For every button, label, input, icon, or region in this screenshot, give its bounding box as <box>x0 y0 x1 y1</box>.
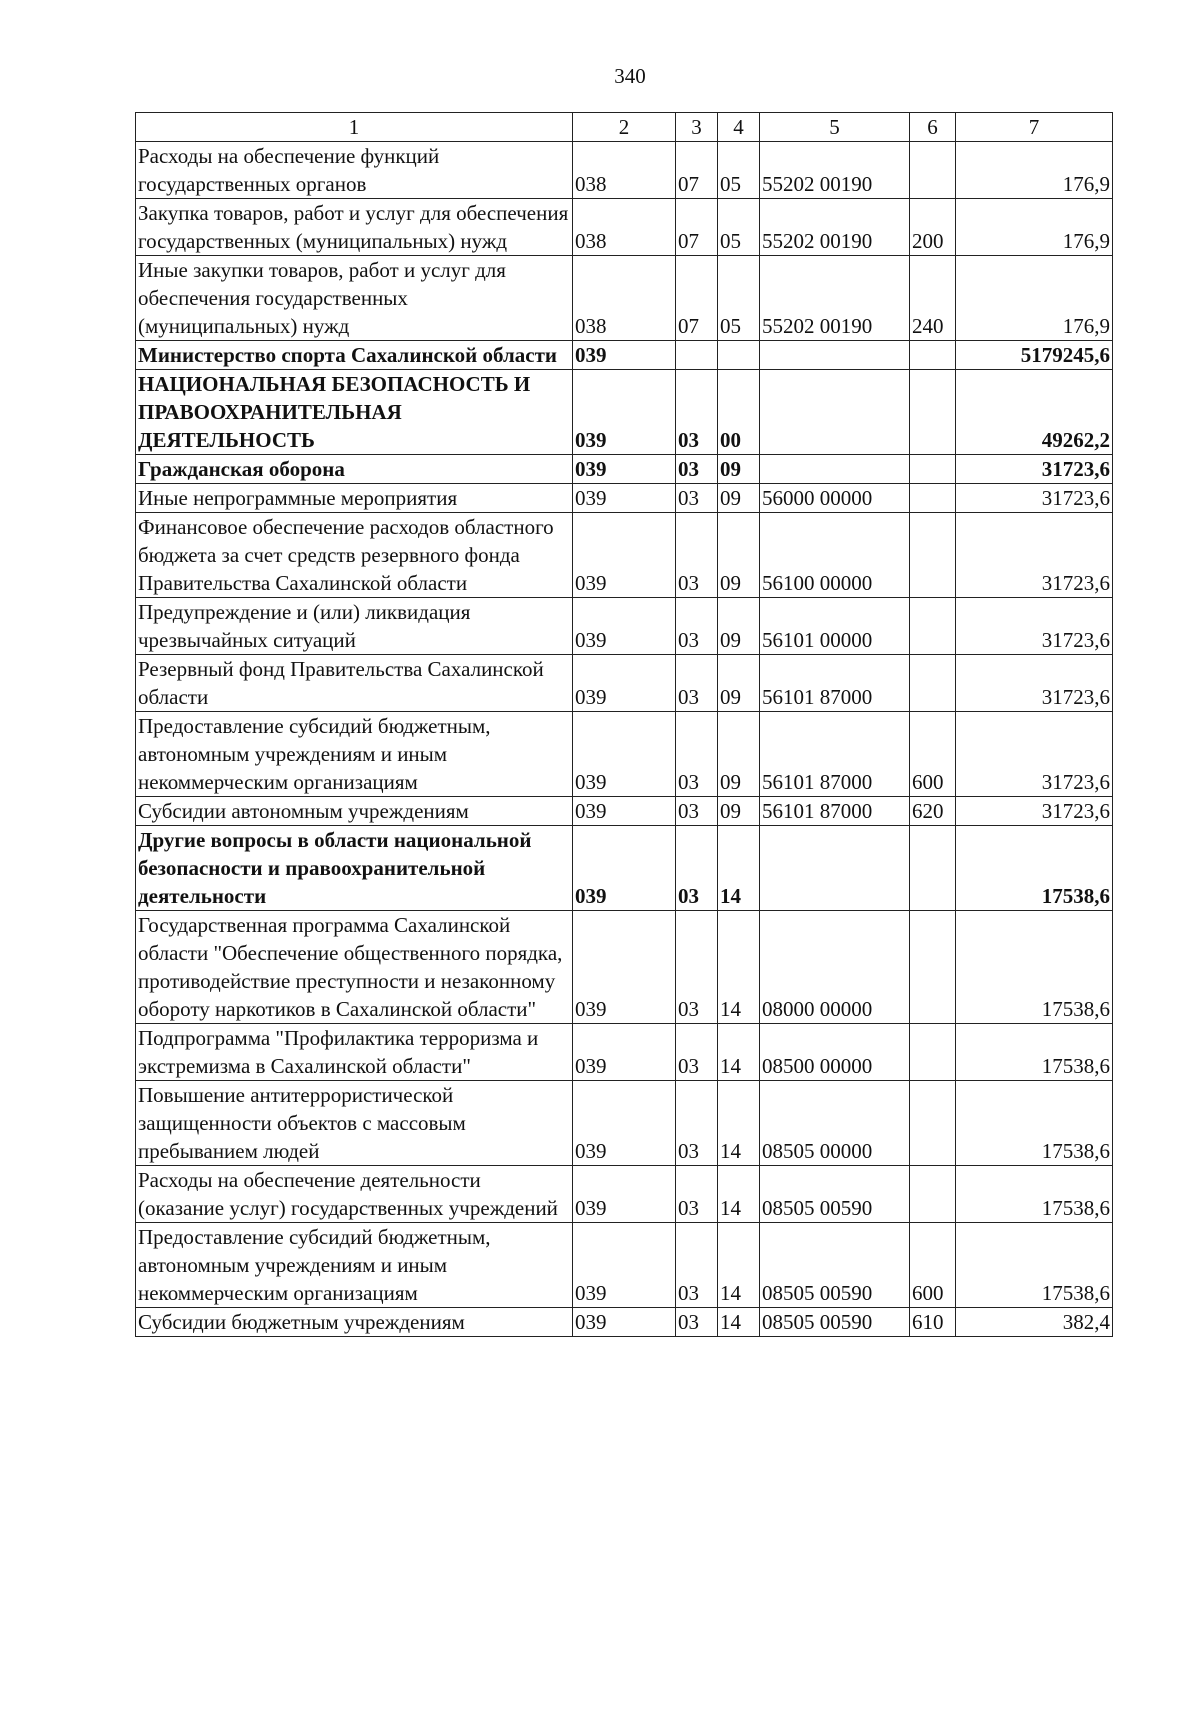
header-col-3: 3 <box>676 113 718 142</box>
row-target-article <box>760 455 910 484</box>
row-section: 03 <box>676 513 718 598</box>
row-amount: 31723,6 <box>956 598 1113 655</box>
budget-table <box>135 112 1113 1337</box>
row-name: Другие вопросы в области национальной безопасности и правоохранительной деятельности <box>136 826 573 911</box>
row-subsection <box>718 341 760 370</box>
row-target-article: 08505 00590 <box>760 1166 910 1223</box>
table-row <box>136 484 1113 513</box>
row-section: 03 <box>676 1308 718 1337</box>
row-expense-type: 200 <box>910 199 956 256</box>
row-grbs-code: 039 <box>573 1024 676 1081</box>
row-subsection: 09 <box>718 484 760 513</box>
table-row <box>136 1166 1113 1223</box>
row-expense-type: 240 <box>910 256 956 341</box>
table-row <box>136 256 1113 341</box>
row-target-article: 55202 00190 <box>760 256 910 341</box>
row-expense-type <box>910 1166 956 1223</box>
table-row <box>136 1308 1113 1337</box>
row-subsection: 05 <box>718 199 760 256</box>
row-section: 07 <box>676 256 718 341</box>
table-row <box>136 370 1113 455</box>
row-expense-type <box>910 1024 956 1081</box>
row-subsection: 14 <box>718 911 760 1024</box>
row-name: НАЦИОНАЛЬНАЯ БЕЗОПАСНОСТЬ И ПРАВООХРАНИТЕЛЬНАЯ ДЕЯТЕЛЬНОСТЬ <box>136 370 573 455</box>
table-row <box>136 655 1113 712</box>
row-amount: 31723,6 <box>956 513 1113 598</box>
row-target-article: 55202 00190 <box>760 142 910 199</box>
row-expense-type: 610 <box>910 1308 956 1337</box>
row-section: 03 <box>676 1024 718 1081</box>
row-section: 03 <box>676 826 718 911</box>
row-grbs-code: 039 <box>573 341 676 370</box>
row-section: 03 <box>676 1223 718 1308</box>
row-grbs-code: 039 <box>573 370 676 455</box>
row-grbs-code: 039 <box>573 655 676 712</box>
row-amount: 176,9 <box>956 142 1113 199</box>
row-amount: 176,9 <box>956 199 1113 256</box>
row-amount: 31723,6 <box>956 484 1113 513</box>
row-expense-type <box>910 598 956 655</box>
table-row <box>136 797 1113 826</box>
row-name: Финансовое обеспечение расходов областного бюджета за счет средств резервного фонда Правительства Сахалинской области <box>136 513 573 598</box>
row-target-article: 55202 00190 <box>760 199 910 256</box>
row-grbs-code: 039 <box>573 1223 676 1308</box>
table-row <box>136 455 1113 484</box>
table-row <box>136 1081 1113 1166</box>
row-amount: 176,9 <box>956 256 1113 341</box>
table-body <box>136 142 1113 1337</box>
row-expense-type: 600 <box>910 712 956 797</box>
header-col-2: 2 <box>573 113 676 142</box>
row-subsection: 09 <box>718 797 760 826</box>
row-grbs-code: 039 <box>573 826 676 911</box>
row-subsection: 05 <box>718 142 760 199</box>
row-name: Субсидии бюджетным учреждениям <box>136 1308 573 1337</box>
row-grbs-code: 039 <box>573 1081 676 1166</box>
row-target-article <box>760 370 910 455</box>
row-section: 03 <box>676 484 718 513</box>
row-amount: 17538,6 <box>956 1081 1113 1166</box>
row-target-article: 56101 87000 <box>760 655 910 712</box>
row-amount: 17538,6 <box>956 1024 1113 1081</box>
row-grbs-code: 039 <box>573 455 676 484</box>
row-subsection: 14 <box>718 1024 760 1081</box>
header-col-6: 6 <box>910 113 956 142</box>
row-name: Министерство спорта Сахалинской области <box>136 341 573 370</box>
row-subsection: 00 <box>718 370 760 455</box>
row-expense-type <box>910 341 956 370</box>
row-name: Предупреждение и (или) ликвидация чрезвычайных ситуаций <box>136 598 573 655</box>
row-grbs-code: 039 <box>573 513 676 598</box>
table-row <box>136 199 1113 256</box>
row-grbs-code: 039 <box>573 712 676 797</box>
row-name: Гражданская оборона <box>136 455 573 484</box>
row-section: 03 <box>676 712 718 797</box>
row-section: 03 <box>676 455 718 484</box>
row-subsection: 09 <box>718 655 760 712</box>
row-target-article: 56000 00000 <box>760 484 910 513</box>
row-section <box>676 341 718 370</box>
row-expense-type <box>910 142 956 199</box>
table-row <box>136 142 1113 199</box>
row-section: 03 <box>676 797 718 826</box>
row-grbs-code: 038 <box>573 199 676 256</box>
row-expense-type: 620 <box>910 797 956 826</box>
header-col-4: 4 <box>718 113 760 142</box>
row-expense-type: 600 <box>910 1223 956 1308</box>
row-amount: 31723,6 <box>956 712 1113 797</box>
row-subsection: 09 <box>718 455 760 484</box>
row-subsection: 05 <box>718 256 760 341</box>
row-target-article <box>760 341 910 370</box>
row-name: Иные непрограммные мероприятия <box>136 484 573 513</box>
row-target-article: 56101 87000 <box>760 797 910 826</box>
row-section: 07 <box>676 142 718 199</box>
row-grbs-code: 038 <box>573 142 676 199</box>
row-amount: 17538,6 <box>956 1166 1113 1223</box>
row-name: Субсидии автономным учреждениям <box>136 797 573 826</box>
row-target-article: 08500 00000 <box>760 1024 910 1081</box>
row-amount: 31723,6 <box>956 797 1113 826</box>
row-grbs-code: 039 <box>573 484 676 513</box>
row-subsection: 09 <box>718 598 760 655</box>
row-section: 03 <box>676 1166 718 1223</box>
page-number: 340 <box>614 64 646 88</box>
row-amount: 17538,6 <box>956 826 1113 911</box>
table-row <box>136 911 1113 1024</box>
row-section: 07 <box>676 199 718 256</box>
row-name: Расходы на обеспечение деятельности (оказание услуг) государственных учреждений <box>136 1166 573 1223</box>
row-grbs-code: 039 <box>573 797 676 826</box>
row-target-article: 56100 00000 <box>760 513 910 598</box>
row-expense-type <box>910 911 956 1024</box>
table-row <box>136 712 1113 797</box>
row-section: 03 <box>676 655 718 712</box>
row-name: Государственная программа Сахалинской области "Обеспечение общественного порядка, противодействие преступности и незаконному обороту наркотиков в Сахалинской области" <box>136 911 573 1024</box>
table-row <box>136 826 1113 911</box>
row-amount: 5179245,6 <box>956 341 1113 370</box>
row-grbs-code: 039 <box>573 1166 676 1223</box>
row-expense-type <box>910 1081 956 1166</box>
row-subsection: 14 <box>718 1081 760 1166</box>
row-grbs-code: 038 <box>573 256 676 341</box>
row-target-article: 56101 00000 <box>760 598 910 655</box>
row-grbs-code: 039 <box>573 911 676 1024</box>
header-row <box>136 113 1113 142</box>
row-amount: 49262,2 <box>956 370 1113 455</box>
row-subsection: 14 <box>718 1166 760 1223</box>
row-amount: 17538,6 <box>956 911 1113 1024</box>
row-target-article: 56101 87000 <box>760 712 910 797</box>
row-amount: 31723,6 <box>956 655 1113 712</box>
row-name: Резервный фонд Правительства Сахалинской области <box>136 655 573 712</box>
row-expense-type <box>910 655 956 712</box>
header-col-5: 5 <box>760 113 910 142</box>
row-amount: 382,4 <box>956 1308 1113 1337</box>
row-name: Расходы на обеспечение функций государственных органов <box>136 142 573 199</box>
row-grbs-code: 039 <box>573 598 676 655</box>
row-target-article: 08505 00590 <box>760 1308 910 1337</box>
table-row <box>136 1024 1113 1081</box>
table-row <box>136 598 1113 655</box>
row-target-article: 08000 00000 <box>760 911 910 1024</box>
row-subsection: 14 <box>718 1308 760 1337</box>
row-expense-type <box>910 455 956 484</box>
row-subsection: 09 <box>718 712 760 797</box>
row-name: Подпрограмма "Профилактика терроризма и экстремизма в Сахалинской области" <box>136 1024 573 1081</box>
row-name: Предоставление субсидий бюджетным, автономным учреждениям и иным некоммерческим организациям <box>136 1223 573 1308</box>
row-expense-type <box>910 826 956 911</box>
header-col-1: 1 <box>136 113 573 142</box>
row-grbs-code: 039 <box>573 1308 676 1337</box>
row-section: 03 <box>676 911 718 1024</box>
table-row <box>136 341 1113 370</box>
row-name: Закупка товаров, работ и услуг для обеспечения государственных (муниципальных) нужд <box>136 199 573 256</box>
row-target-article <box>760 826 910 911</box>
row-section: 03 <box>676 598 718 655</box>
table-row <box>136 513 1113 598</box>
row-name: Иные закупки товаров, работ и услуг для обеспечения государственных (муниципальных) нужд <box>136 256 573 341</box>
row-subsection: 14 <box>718 826 760 911</box>
table-row <box>136 1223 1113 1308</box>
row-target-article: 08505 00000 <box>760 1081 910 1166</box>
row-expense-type <box>910 370 956 455</box>
header-col-7: 7 <box>956 113 1113 142</box>
row-target-article: 08505 00590 <box>760 1223 910 1308</box>
row-amount: 31723,6 <box>956 455 1113 484</box>
row-section: 03 <box>676 370 718 455</box>
row-subsection: 09 <box>718 513 760 598</box>
row-amount: 17538,6 <box>956 1223 1113 1308</box>
row-name: Повышение антитеррористической защищенности объектов с массовым пребыванием людей <box>136 1081 573 1166</box>
row-subsection: 14 <box>718 1223 760 1308</box>
row-name: Предоставление субсидий бюджетным, автономным учреждениям и иным некоммерческим организациям <box>136 712 573 797</box>
row-expense-type <box>910 513 956 598</box>
row-expense-type <box>910 484 956 513</box>
row-section: 03 <box>676 1081 718 1166</box>
